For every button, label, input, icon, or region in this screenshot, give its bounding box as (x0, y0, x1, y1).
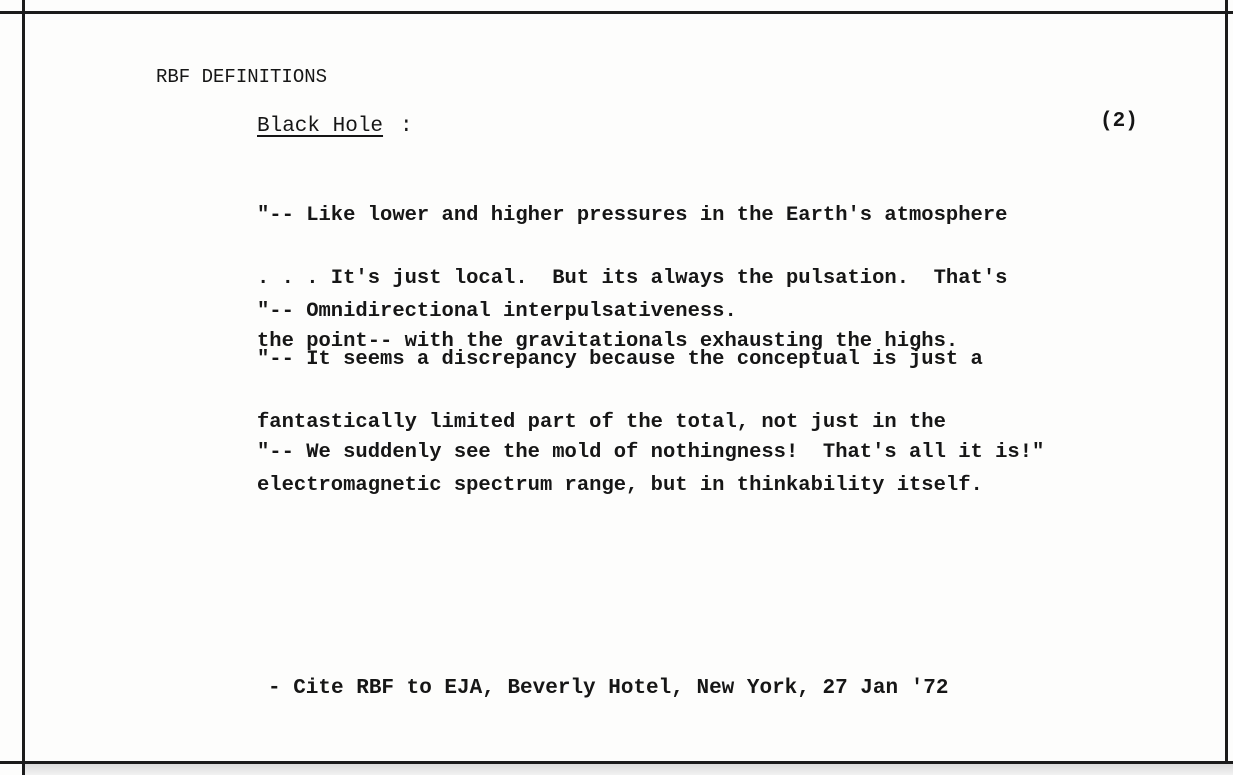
quote-line: "-- We suddenly see the mold of nothingness! That's all it is!" (257, 441, 1045, 464)
quote-line: electromagnetic spectrum range, but in thinkability itself. (257, 474, 983, 497)
citation: - Cite RBF to EJA, Beverly Hotel, New York, 27 Jan '72 (268, 677, 949, 700)
definition-term: Black Hole (257, 115, 384, 138)
card-right-border (1225, 0, 1228, 764)
quote-line: "-- Like lower and higher pressures in the Earth's atmosphere (257, 204, 1008, 227)
quote-line: fantastically limited part of the total, not just in the (257, 411, 946, 434)
quote-line: the point-- with the gravitationals exhausting the highs. (257, 330, 959, 353)
card-left-border (22, 0, 25, 775)
quote-line: "-- It seems a discrepancy because the conceptual is just a (257, 348, 983, 371)
page-number: (2) (1100, 110, 1138, 133)
definition-term-colon: : (400, 115, 413, 138)
card-top-border (0, 11, 1233, 14)
page-bottom-shadow (25, 764, 1233, 775)
quote-line: "-- Omnidirectional interpulsativeness. (257, 300, 737, 323)
quote-block (257, 400, 1044, 505)
quote-line: . . . It's just local. But its always the pulsation. That's (257, 267, 1008, 290)
document-header: RBF DEFINITIONS (156, 66, 328, 88)
